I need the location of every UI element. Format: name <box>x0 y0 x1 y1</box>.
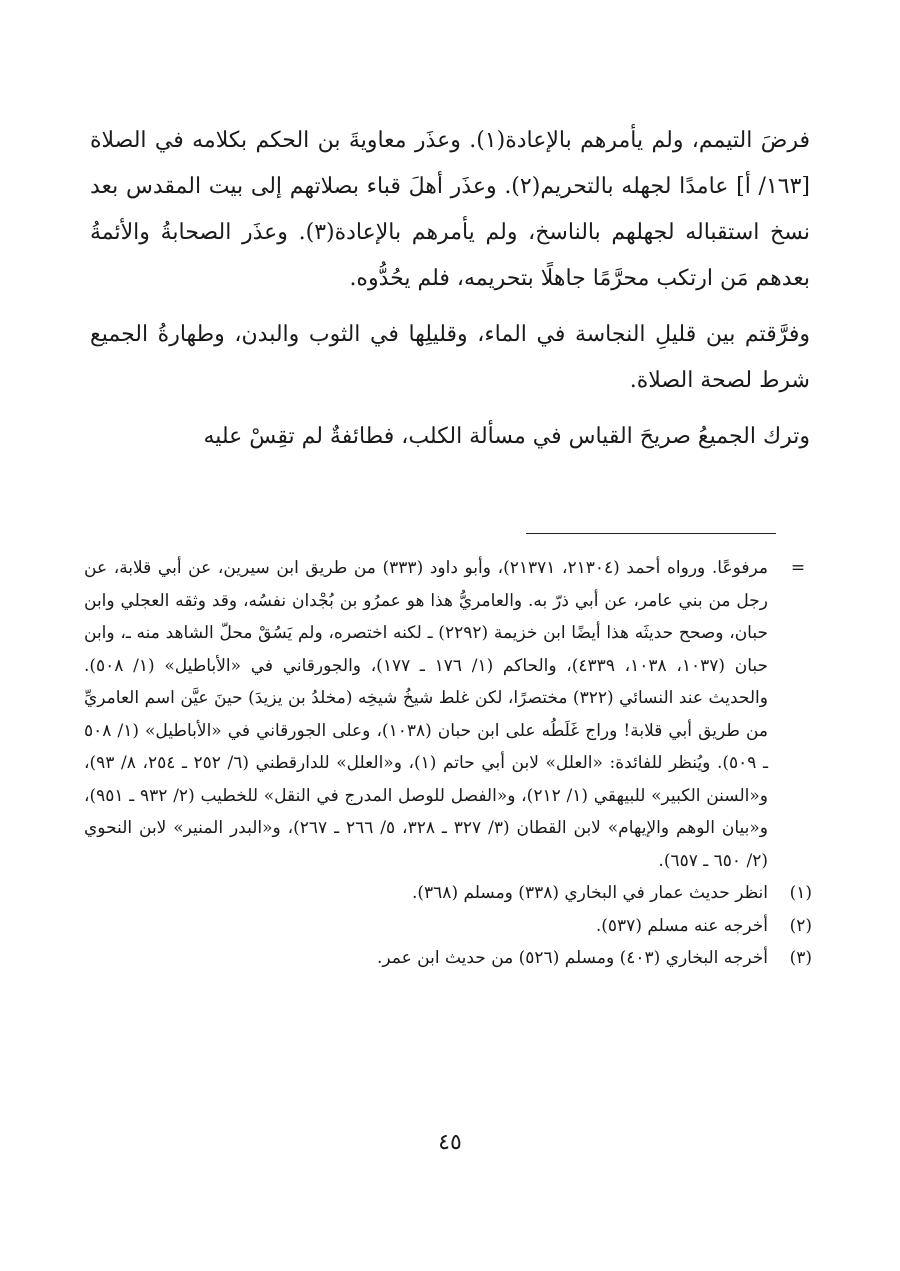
page-number: ٤٥ <box>438 1130 462 1155</box>
footnotes-section <box>84 552 812 975</box>
footnote-number: (١) <box>789 883 812 903</box>
footnote-1 <box>84 877 812 910</box>
footnote-number: (٣) <box>789 948 812 968</box>
footnote-2 <box>84 910 812 943</box>
body-paragraph-2: وفرَّقتم بين قليلِ النجاسة في الماء، وقليلِها في الثوب والبدن، وطهارةُ الجميع شرط لصحة الصلاة. <box>90 322 810 393</box>
footnote-text: انظر حديث عمار في البخاري (٣٣٨) ومسلم (٣٦٨). <box>411 883 768 903</box>
continuation-text: مرفوعًا. ورواه أحمد (٢١٣٠٤، ٢١٣٧١)، وأبو داود (٣٣٣) من طريق ابن سيرين، عن أبي قلابة، عن رجل من بني عامر، عن أبي ذرّ به. والعامريُّ هذا هو عمرُو بن بُجْدان نفسُه، وقد وثقه العجلي وابن حبان، وصحح حديثَه هذا أيضًا ابن خزيمة (٢٢٩٢) ـ لكنه اختصره، ولم يَسُقْ محلّ الشاهد منه ـ، وابن حبان (١٠٣٧، ١٠٣٨، ٤٣٣٩)، والحاكم (١/ ١٧٦ ـ ١٧٧)، والجورقاني في «الأباطيل» (١/ ٥٠٨). والحديث عند النسائي (٣٢٢) مختصرًا، لكن غلط شيخُ شيخِه (مخلدُ بن يزيدَ) حينَ عيَّن اسم العامريِّ من طريق أبي قلابة! وراج غَلَطُه على ابن حبان (١٠٣٨)، وعلى الجورقاني في «الأباطيل» (١/ ٥٠٨ ـ ٥٠٩). ويُنظر للفائدة: «العلل» لابن أبي حاتم (١)، و«العلل» للدارقطني (٦/ ٢٥٢ ـ ٢٥٤، ٨/ ٩٣)، و«السنن الكبير» للبيهقي (١/ ٢١٢)، و«الفصل للوصل المدرج في النقل» للخطيب (٢/ ٩٣٢ ـ ٩٥١)، و«بيان الوهم والإيهام» لابن القطان (٣/ ٣٢٧ ـ ٣٢٨، ٥/ ٢٦٦ ـ ٢٦٧)، و«البدر المنير» لابن النحوي (٢/ ٦٥٠ ـ ٦٥٧). <box>84 558 769 871</box>
main-body-text <box>90 118 810 470</box>
footnote-text: أخرجه البخاري (٤٠٣) ومسلم (٥٢٦) من حديث ابن عمر. <box>376 948 768 968</box>
body-paragraph-1: فرضَ التيمم، ولم يأمرهم بالإعادة(١). وعذَر معاويةَ بن الحكم بكلامه في الصلاة [١٦٣/ أ] عامدًا لجهله بالتحريم(٢). وعذَر أهلَ قباء بصلاتهم إلى بيت المقدس بعد نسخ استقباله لجهلهم بالناسخ، ولم يأمرهم بالإعادة(٣). وعذَر الصحابةُ والأئمةُ بعدهم مَن ارتكب محرَّمًا جاهلًا بتحريمه، فلم يحُدُّوه. <box>90 128 810 291</box>
footnote-3 <box>84 942 812 975</box>
footnote-number: (٢) <box>789 915 812 936</box>
body-paragraph-3: وترك الجميعُ صريحَ القياس في مسألة الكلب، فطائفةٌ لم تقِسْ عليه <box>203 424 810 449</box>
footnote-continuation <box>84 552 812 877</box>
continuation-marker: = <box>790 558 806 578</box>
footnote-text: أخرجه عنه مسلم (٥٣٧). <box>595 915 768 936</box>
footnote-separator <box>526 533 776 534</box>
